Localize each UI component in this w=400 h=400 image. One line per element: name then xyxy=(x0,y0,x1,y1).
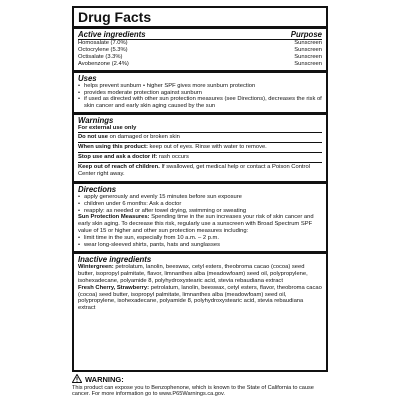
stop-use-label: Stop use and ask a doctor if: xyxy=(78,153,158,160)
uses-header: Uses xyxy=(78,73,97,83)
wintergreen-ingredients xyxy=(78,264,322,285)
wintergreen-text: petrolatum, lanolin, beeswax, cetyl esters, theobroma cacao (cocoa) seed butter, isopropyl palmitate, flavor, limnanthes alba (meadowfoam) seed oil, polypropylene, isohexadecane, polyamide 8, polyhydroxystearic acid, stevia rebaudiana extract xyxy=(78,263,308,284)
sun-protection-list xyxy=(78,235,322,249)
ingredient-purpose: Sunscreen xyxy=(294,46,322,53)
external-use-line: For external use only xyxy=(78,125,137,132)
ingredient-name: Octisalate (3.3%) xyxy=(78,53,123,60)
ingredient-row xyxy=(78,61,322,68)
prop65-text: This product can expose you to Benzophenone, which is known to the State of California to cause cancer. For more information go to www.P65Warnings.ca.gov. xyxy=(72,385,314,398)
active-ingredients-section xyxy=(74,26,326,70)
uses-list xyxy=(78,83,322,111)
when-using-text: keep out of eyes. Rinse with water to remove. xyxy=(149,144,267,151)
do-not-use-line xyxy=(78,132,322,142)
fresh-cherry-ingredients xyxy=(78,285,322,313)
directions-section xyxy=(74,181,326,251)
list-item: • children under 6 months: Ask a doctor xyxy=(78,201,322,208)
prop65-title-row xyxy=(72,374,328,385)
fresh-cherry-text: petrolatum, lanolin, beeswax, cetyl esters, flavor, theobroma cacao (cocoa) seed butter, isopropyl palmitate, limnanthes alba (meadowfoam) seed oil, polypropylene, isohexadecane, polyamide 8, polyhydroxystearic acid, stevia rebaudiana extract xyxy=(78,284,322,312)
active-ingredients-label: Active ingredients xyxy=(78,30,146,39)
directions-header: Directions xyxy=(78,184,117,194)
prop65-title: WARNING: xyxy=(85,375,124,384)
warnings-section xyxy=(74,112,326,180)
directions-list xyxy=(78,194,322,215)
list-item: • if used as directed with other sun protection measures (see Directions), decreases the risk of skin cancer and early skin aging caused by the sun xyxy=(78,96,322,110)
prop65-warning xyxy=(72,374,328,398)
ingredient-row xyxy=(78,54,322,61)
do-not-use-text: on damaged or broken skin xyxy=(109,134,180,141)
ingredient-row xyxy=(78,40,322,47)
active-ingredients-header xyxy=(78,30,322,40)
ingredient-name: Avobenzone (2.4%) xyxy=(78,60,129,67)
stop-use-text: rash occurs xyxy=(158,153,189,160)
drug-facts-title: Drug Facts xyxy=(78,9,152,25)
sun-protection-measures xyxy=(78,214,322,235)
when-using-label: When using this product: xyxy=(78,144,148,151)
ingredient-purpose: Sunscreen xyxy=(294,40,322,46)
list-item: • reapply: as needed or after towel drying, swimming or sweating xyxy=(78,208,322,215)
fresh-cherry-label: Fresh Cherry, Strawberry: xyxy=(78,284,150,291)
ingredient-name: Octocrylene (5.3%) xyxy=(78,46,128,53)
warnings-header: Warnings xyxy=(78,116,114,126)
ingredient-purpose: Sunscreen xyxy=(294,53,322,60)
inactive-ingredients-section xyxy=(74,251,326,314)
ingredient-name: Homosalate (7.0%) xyxy=(78,40,128,46)
do-not-use-label: Do not use xyxy=(78,134,108,141)
warning-triangle-icon xyxy=(72,374,82,385)
keep-out-of-reach-line xyxy=(78,162,322,179)
inactive-ingredients-header: Inactive ingredients xyxy=(78,254,152,264)
uses-section xyxy=(74,70,326,113)
list-item: • limit time in the sun, especially from 10 a.m. – 2 p.m. xyxy=(78,235,322,242)
list-item: • provides moderate protection against sunburn xyxy=(78,90,322,97)
wintergreen-label: Wintergreen: xyxy=(78,263,114,270)
purpose-label: Purpose xyxy=(290,30,322,39)
ingredient-row xyxy=(78,47,322,54)
sun-protection-label: Sun Protection Measures: xyxy=(78,214,150,221)
ingredient-purpose: Sunscreen xyxy=(294,60,322,67)
list-item: • helps prevent sunburn • higher SPF gives more sunburn protection xyxy=(78,83,322,90)
when-using-line xyxy=(78,142,322,152)
list-item: • apply generously and evenly 15 minutes before sun exposure xyxy=(78,194,322,201)
drug-facts-panel xyxy=(72,6,328,372)
keep-out-of-reach-text: If swallowed, get medical help or contact a Poison Control Center right away. xyxy=(78,163,310,177)
sun-protection-text: Spending time in the sun increases your risk of skin cancer and early skin aging. To decrease this risk, regularly use a sunscreen with Broad Spectrum SPF value of 15 or higher and other sun protection measures including: xyxy=(78,214,314,235)
list-item: • wear long-sleeved shirts, pants, hats and sunglasses xyxy=(78,242,322,249)
stop-use-line xyxy=(78,152,322,162)
keep-out-of-reach-label: Keep out of reach of children. xyxy=(78,163,160,170)
